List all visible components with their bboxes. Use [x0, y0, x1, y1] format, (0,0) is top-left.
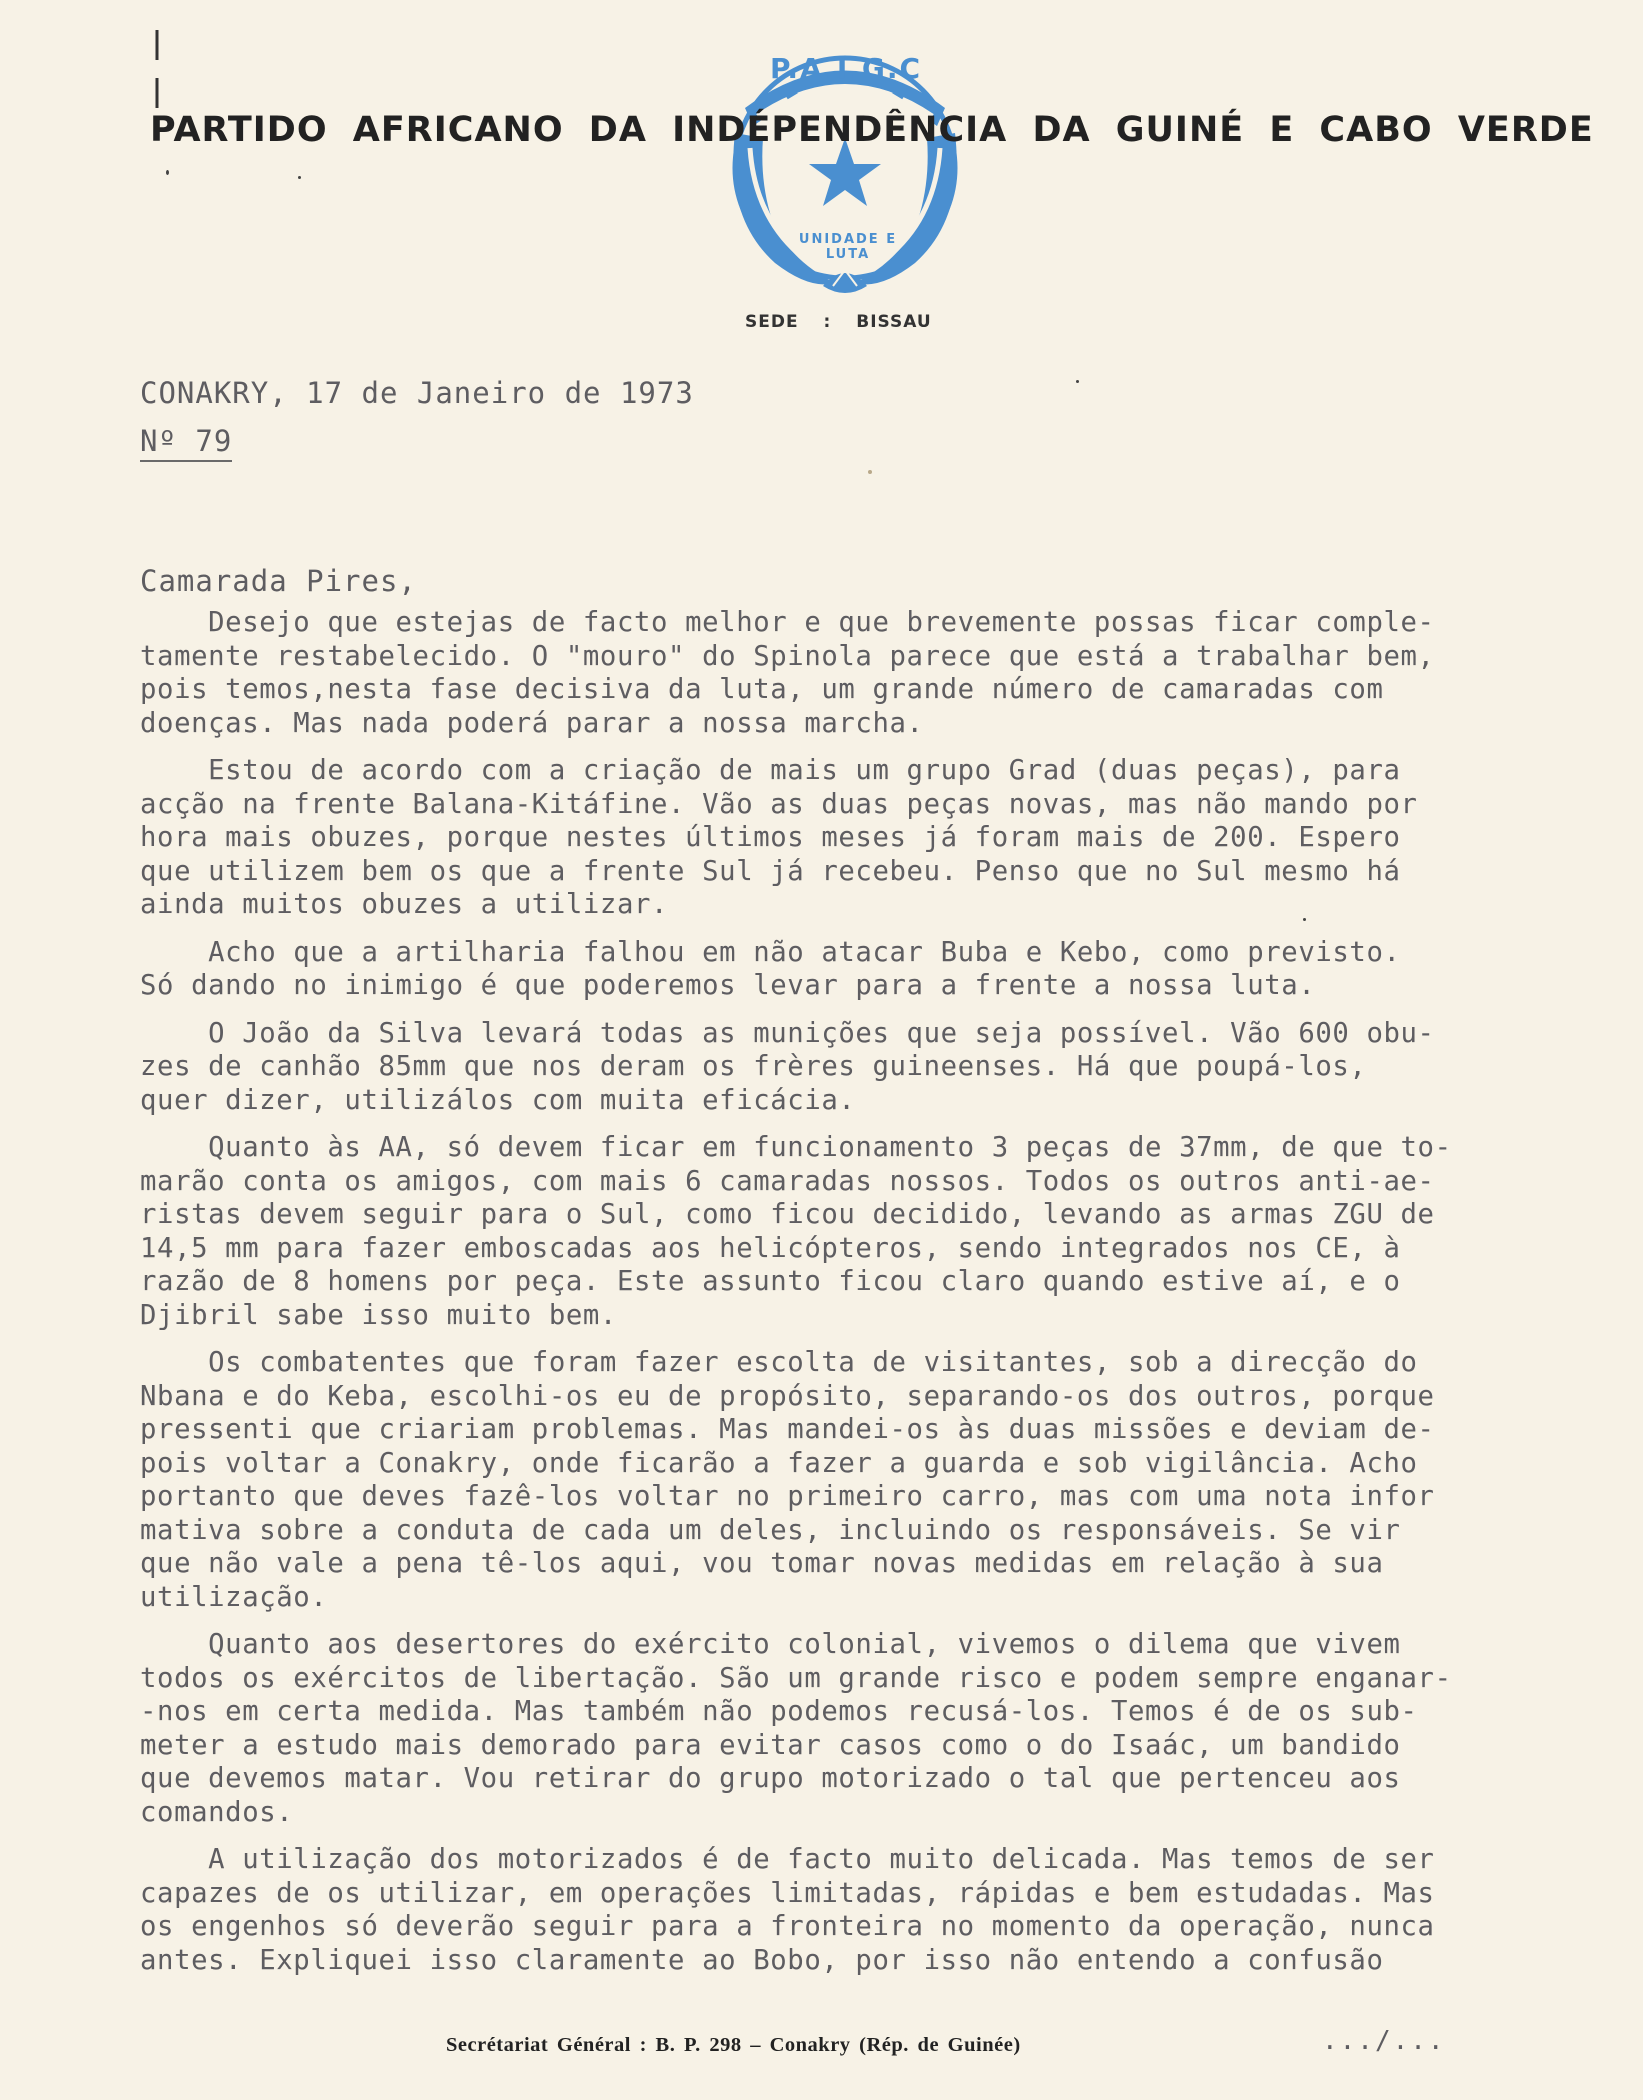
- text-line: ristas devem seguir para o Sul, como ficou decidido, levando as armas ZGU de: [140, 1199, 1435, 1230]
- sede-separator: :: [823, 312, 832, 332]
- text-line: pressenti que criariam problemas. Mas mandei-os às duas missões e deviam de-: [140, 1414, 1435, 1445]
- ink-speck: [1076, 380, 1079, 383]
- text-line: pois voltar a Conakry, onde ficarão a fazer a guarda e sob vigilância. Acho: [140, 1447, 1418, 1479]
- text-line: antes. Expliquei isso claramente ao Bobo, por isso não entendo a confusão: [140, 1944, 1384, 1976]
- text-line: comandos.: [140, 1796, 294, 1828]
- paragraph: [140, 1131, 1635, 1332]
- text-line: A utilização dos motorizados é de facto muito delicada. Mas temos de ser: [140, 1844, 1435, 1875]
- paragraph: [140, 1017, 1635, 1118]
- text-line: Estou de acordo com a criação de mais um grupo Grad (duas peças), para: [140, 755, 1401, 786]
- sede-line: [745, 312, 932, 332]
- text-line: Djibril sabe isso muito bem.: [140, 1299, 617, 1331]
- pencil-mark: [155, 30, 159, 110]
- paragraph: [140, 606, 1635, 740]
- paragraph: [140, 1628, 1635, 1829]
- paragraph: [140, 936, 1635, 1003]
- text-line: Quanto aos desertores do exército colonial, vivemos o dilema que vivem: [140, 1629, 1401, 1660]
- text-line: quer dizer, utilizálos com muita eficácia.: [140, 1084, 856, 1116]
- text-line: O João da Silva levará todas as munições que seja possível. Vão 600 obu-: [140, 1017, 1435, 1049]
- text-line: utilização.: [140, 1581, 328, 1613]
- text-line: que devemos matar. Vou retirar do grupo motorizado o tal que pertenceu aos: [140, 1763, 1401, 1794]
- ink-speck: [298, 176, 301, 179]
- ink-speck: [166, 170, 169, 175]
- text-line: capazes de os utilizar, em operações limitadas, rápidas e bem estudadas. Mas: [140, 1877, 1435, 1909]
- text-line: os engenhos só deverão seguir para a fronteira no momento da operação, nunca: [140, 1911, 1435, 1942]
- text-line: Nbana e do Keba, escolhi-os eu de propósito, separando-os dos outros, porque: [140, 1380, 1435, 1412]
- text-line: pois temos,nesta fase decisiva da luta, um grande número de camaradas com: [140, 674, 1384, 705]
- continuation-mark: .../...: [1322, 2026, 1446, 2056]
- text-line: que não vale a pena tê-los aqui, vou tomar novas medidas em relação à sua: [140, 1548, 1384, 1579]
- text-line: zes de canhão 85mm que nos deram os frères guineenses. Há que poupá-los,: [140, 1051, 1367, 1082]
- text-line: meter a estudo mais demorado para evitar casos como o do Isaác, um bandido: [140, 1729, 1401, 1761]
- paragraph: [140, 754, 1635, 922]
- text-line: mativa sobre a conduta de cada um deles, incluindo os responsáveis. Se vir: [140, 1514, 1401, 1546]
- sede-label: SEDE: [745, 312, 799, 332]
- text-line: Desejo que estejas de facto melhor e que brevemente possas ficar comple-: [140, 607, 1435, 638]
- text-line: todos os exércitos de libertação. São um grande risco e podem sempre enganar-: [140, 1662, 1452, 1694]
- paragraph: [140, 1346, 1635, 1614]
- text-line: 14,5 mm para fazer emboscadas aos helicópteros, sendo integrados nos CE, à: [140, 1232, 1401, 1264]
- text-line: Quanto às AA, só devem ficar em funcionamento 3 peças de 37mm, de que to-: [140, 1132, 1452, 1163]
- text-line: Só dando no inimigo é que poderemos levar para a frente a nossa luta.: [140, 970, 1316, 1001]
- text-line: marão conta os amigos, com mais 6 camaradas nossos. Todos os outros anti-ae-: [140, 1165, 1435, 1197]
- footer-address: Secrétariat Général : B. P. 298 – Conakry (Rép. de Guinée): [446, 2034, 1021, 2056]
- text-line: Acho que a artilharia falhou em não atacar Buba e Kebo, como previsto.: [140, 936, 1401, 968]
- text-line: portanto que deves fazê-los voltar no primeiro carro, mas com uma nota infor: [140, 1481, 1435, 1512]
- organization-name: PARTIDO AFRICANO DA INDÉPENDÊNCIA DA GUINÉ E CABO VERDE: [150, 110, 1594, 150]
- emblem-top-text: P.A.I.G.C: [770, 52, 923, 85]
- sede-city: BISSAU: [856, 312, 932, 332]
- paragraph: [140, 1843, 1635, 1977]
- text-line: hora mais obuzes, porque nestes últimos meses já foram mais de 200. Espero: [140, 822, 1401, 853]
- letter-body: [140, 606, 1635, 1991]
- text-line: ainda muitos obuzes a utilizar.: [140, 889, 669, 920]
- emblem-motto: UNIDADE E LUTA: [798, 232, 898, 262]
- text-line: -nos em certa medida. Mas também não podemos recusá-los. Temos é de os sub-: [140, 1696, 1418, 1727]
- dateline: CONAKRY, 17 de Janeiro de 1973: [140, 376, 694, 410]
- document-number: Nº 79: [140, 424, 232, 462]
- text-line: tamente restabelecido. O "mouro" do Spinola parece que está a trabalhar bem,: [140, 640, 1435, 672]
- text-line: Os combatentes que foram fazer escolta de visitantes, sob a direcção do: [140, 1347, 1418, 1378]
- ink-speck: [868, 470, 872, 474]
- text-line: que utilizem bem os que a frente Sul já recebeu. Penso que no Sul mesmo há: [140, 855, 1401, 887]
- salutation: Camarada Pires,: [140, 564, 417, 598]
- text-line: doenças. Mas nada poderá parar a nossa marcha.: [140, 707, 924, 739]
- text-line: acção na frente Balana-Kitáfine. Vão as duas peças novas, mas não mando por: [140, 788, 1418, 820]
- text-line: razão de 8 homens por peça. Este assunto ficou claro quando estive aí, e o: [140, 1266, 1401, 1297]
